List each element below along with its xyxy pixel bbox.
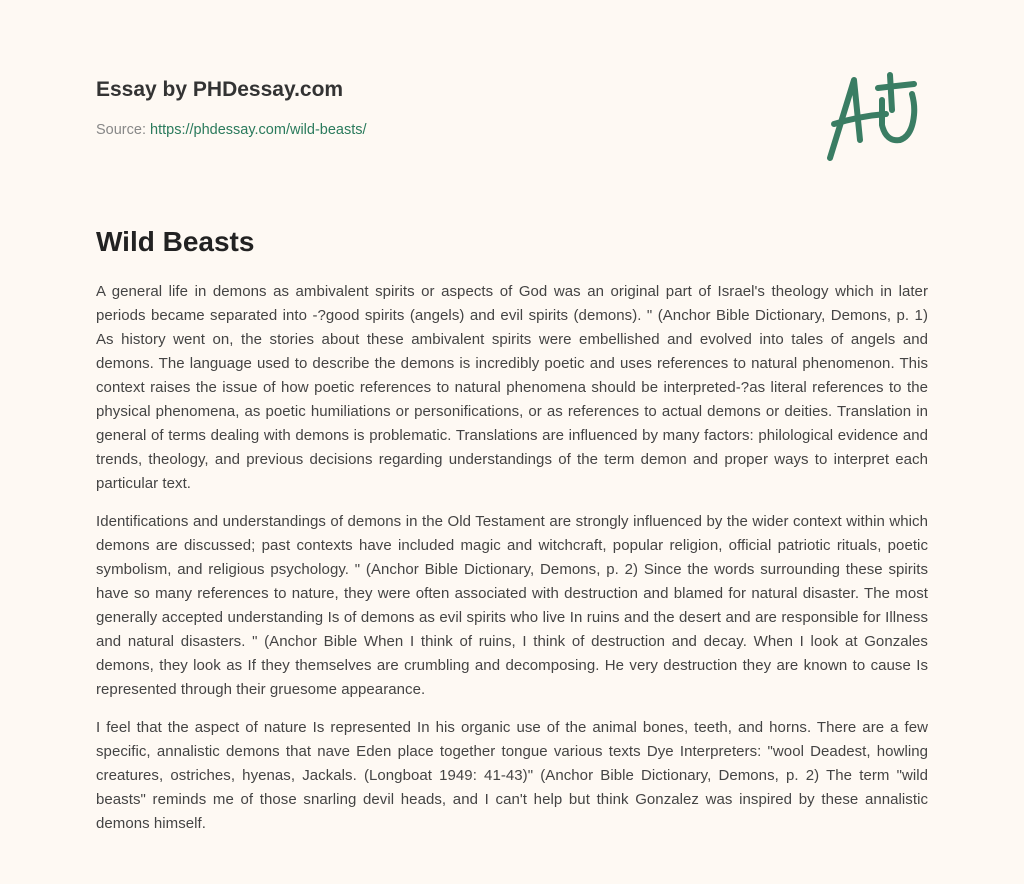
paragraph: Identifications and understandings of demons in the Old Testament are strongly influenced by the wider context within which demons are discussed; past contexts have included magic and witchcraft, popular religion, official patriotic rituals, poetic symbolism, and religious psychology. " (Anchor Bible Dictionary, Demons, p. 2) Since the words surrounding these spirits have so many references to nature, they were often associated with destruction and blamed for natural disaster. The most generally accepted understanding Is of demons as evil spirits who live In ruins and the desert and are responsible for Illness and natural disasters. " (Anchor Bible When I think of ruins, I think of destruction and decay. When I look at Gonzales demons, they look as If they themselves are crumbling and decomposing. He very destruction they are known to cause Is represented through their gruesome appearance. — [96, 513, 928, 698]
brand-title: Essay by PHDessay.com — [96, 78, 344, 101]
essay-header — [96, 78, 928, 138]
source-label: Source: — [96, 122, 146, 138]
a-plus-logo-icon — [820, 70, 930, 165]
essay-body — [96, 280, 928, 850]
source-line — [96, 122, 928, 138]
essay-title: Wild Beasts — [96, 226, 255, 257]
source-link[interactable]: https://phdessay.com/wild-beasts/ — [150, 122, 367, 138]
paragraph: I feel that the aspect of nature Is represented In his organic use of the animal bones, teeth, and horns. There are a few specific, annalistic demons that nave Eden place together tongue various texts Dye Interpreters: "wool Deadest, howling creatures, ostriches, hyenas, Jackals. (Longboat 1949: 41-43)" (Anchor Bible Dictionary, Demons, p. 2) The term "wild beasts" reminds me of those snarling devil heads, and I can't help but think Gonzalez was inspired by these annalistic demons himself. — [96, 719, 928, 832]
paragraph: A general life in demons as ambivalent spirits or aspects of God was an original part of Israel's theology which in later periods became separated into -?good spirits (angels) and evil spirits (demons). " (Anchor Bible Dictionary, Demons, p. 1) As history went on, the stories about these ambivalent spirits were embellished and evolved into tales of angels and demons. The language used to describe the demons is incredibly poetic and uses references to natural phenomenon. This context raises the issue of how poetic references to natural phenomena should be interpreted-?as literal references to the physical phenomena, as poetic humiliations or personifications, or as references to actual demons or deities. Translation in general of terms dealing with demons is problematic. Translations are influenced by many factors: philological evidence and trends, theology, and previous decisions regarding understandings of the term demon and proper ways to interpret each particular text. — [96, 283, 928, 492]
